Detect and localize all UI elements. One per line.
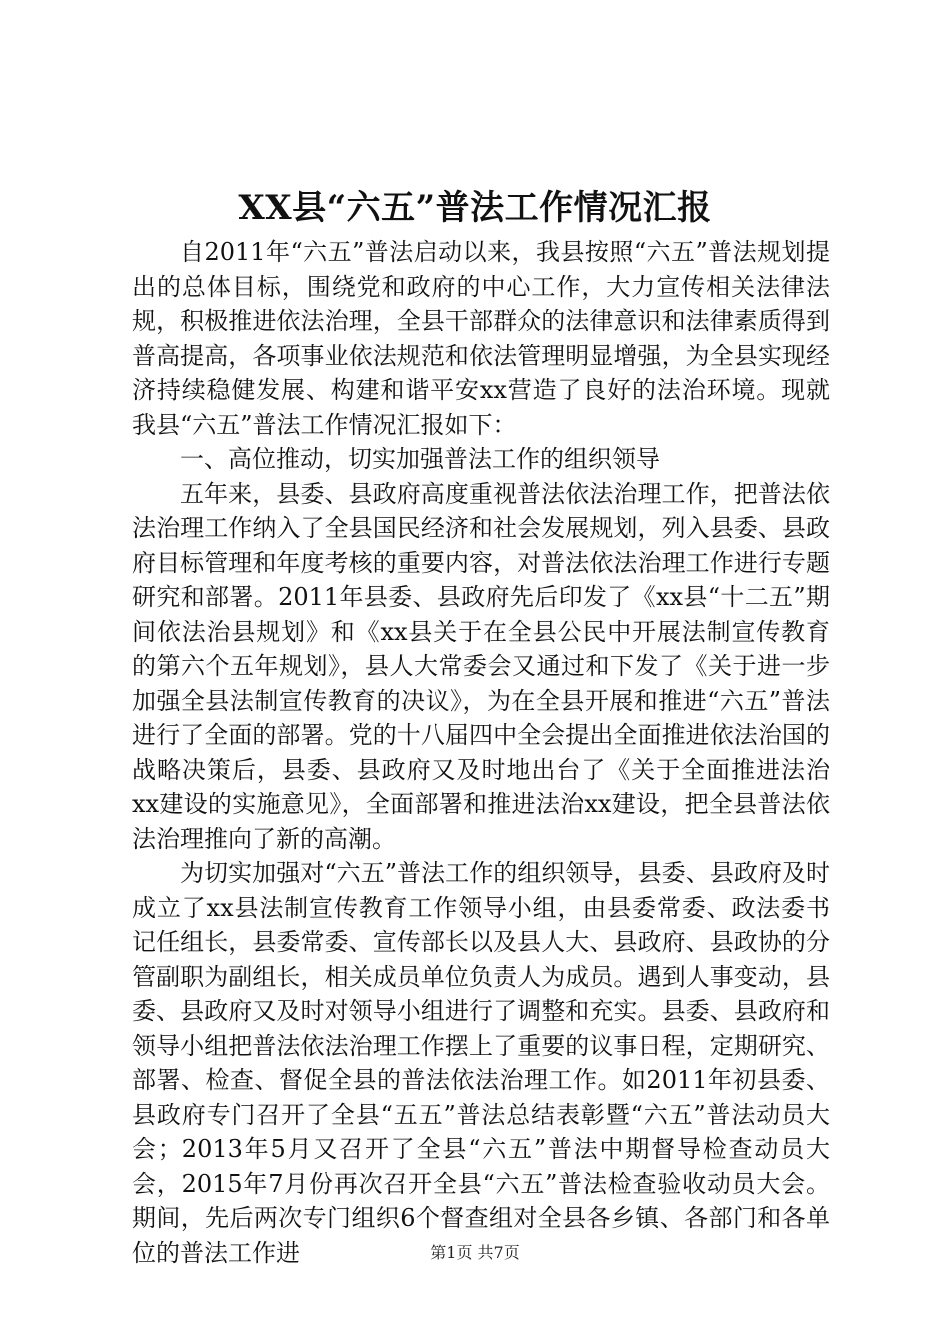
- document-body: [132, 235, 830, 1270]
- paragraph-planning: 五年来，县委、县政府高度重视普法依法治理工作，把普法依法治理工作纳入了全县国民经济和社会发展规划，列入县委、县政府目标管理和年度考核的重要内容，对普法依法治理工作进行专题研究和部署。2011年县委、县政府先后印发了《xx县“十二五”期间依法治县规划》和《xx县关于在全县公民中开展法制宣传教育的第六个五年规划》，县人大常委会又通过和下发了《关于进一步加强全县法制宣传教育的决议》，为在全县开展和推进“六五”普法进行了全面的部署。党的十八届四中全会提出全面推进依法治国的战略决策后，县委、县政府又及时地出台了《关于全面推进法治xx建设的实施意见》，全面部署和推进法治xx建设，把全县普法依法治理推向了新的高潮。: [132, 479, 830, 853]
- page-footer: 第1页 共7页: [430, 1243, 520, 1262]
- document-title: XX县“六五”普法工作情况汇报: [238, 188, 712, 228]
- paragraph-leadership: 为切实加强对“六五”普法工作的组织领导，县委、县政府及时成立了xx县法制宣传教育工作领导小组，由县委常委、政法委书记任组长，县委常委、宣传部长以及县人大、县政府、县政协的分管副职为副组长，相关成员单位负责人为成员。遇到人事变动，县委、县政府又及时对领导小组进行了调整和充实。县委、县政府和领导小组把普法依法治理工作摆上了重要的议事日程，定期研究、部署、检查、督促全县的普法依法治理工作。如2011年初县委、县政府专门召开了全县“五五”普法总结表彰暨“六五”普法动员大会；2013年5月又召开了全县“六五”普法中期督导检查动员大会，2015年7月份再次召开全县“六五”普法检查验收动员大会。期间，先后两次专门组织6个督查组对全县各乡镇、各部门和各单位的普法工作进: [132, 859, 830, 1267]
- paragraph-intro: 自2011年“六五”普法启动以来，我县按照“六五”普法规划提出的总体目标，围绕党和政府的中心工作，大力宣传相关法律法规，积极推进依法治理，全县干部群众的法律意识和法律素质得到普高提高，各项事业依法规范和依法管理明显增强，为全县实现经济持续稳健发展、构建和谐平安xx营造了良好的法治环境。现就我县“六五”普法工作情况汇报如下：: [132, 238, 830, 439]
- section-heading-1: 一、高位推动，切实加强普法工作的组织领导: [180, 445, 660, 473]
